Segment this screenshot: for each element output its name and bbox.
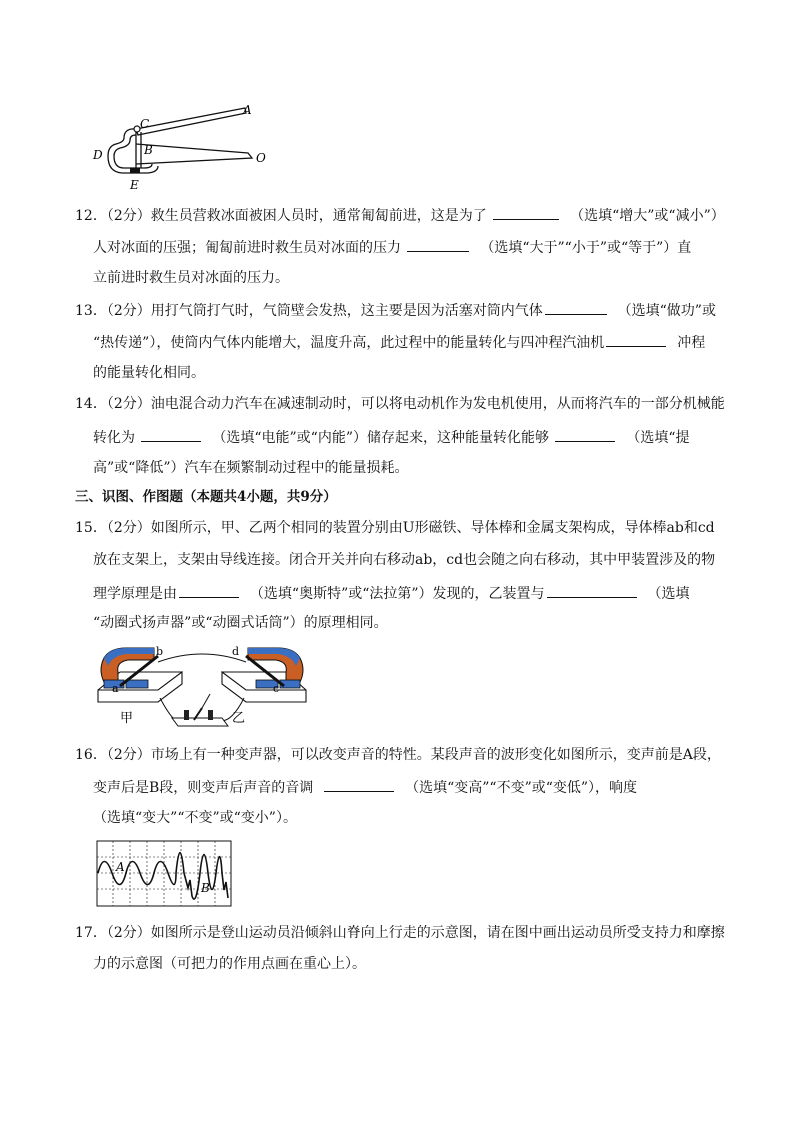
q17-line2: 力的示意图（可把力的作用点画在重心上）。 [93,956,366,972]
q12-line3: 立前进时救生员对冰面的压力。 [93,270,289,286]
label-D: D [93,148,103,162]
q14-blank2[interactable] [555,429,615,442]
q12-blank1[interactable] [493,207,559,220]
q15-line4: “动圈式扬声器”或“动圈式话筒”）的原理相同。 [93,615,388,631]
label-C: C [140,117,150,131]
q13-blank1[interactable] [545,302,607,315]
lever-figure [88,98,278,194]
label-wave-B: B [201,881,210,895]
q14-line1: 14．（2分）油电混合动力汽车在减速制动时，可以将电动机作为发电机使用，从而将汽车的一部分机械能 [75,396,725,412]
section-heading: 三、识图、作图题（本题共4小题，共9分） [75,489,337,505]
label-b: b [156,645,164,658]
q16-blank1[interactable] [324,779,394,792]
label-O: O [256,151,266,165]
q16-line1: 16．（2分）市场上有一种变声器，可以改变声音的特性。某段声音的波形变化如图所示，变声前是A段， [75,747,721,763]
waveform-figure [96,840,232,908]
label-yi: 乙 [232,711,246,726]
q15-line3: 理学原理是由 （选填“奥斯特”或“法拉第”）发现的，乙装置与 （选填 [93,586,690,602]
magnet-apparatus-figure [96,642,308,734]
q15-blank2[interactable] [547,585,637,598]
label-A: A [243,103,252,117]
q12-line1: 12．（2分）救生员营救冰面被困人员时，通常匍匐前进，这是为了 （选填“增大”或“减小”） [75,208,725,224]
q14-blank1[interactable] [141,429,201,442]
q12-line2: 人对冰面的压强；匍匐前进时救生员对冰面的压力 （选填“大于”“小于”或“等于”）直 [93,240,692,256]
label-c: c [273,682,280,695]
q12-blank2[interactable] [407,239,469,252]
q14-line3: 高”或“降低”）汽车在频繁制动过程中的能量损耗。 [93,460,409,476]
q16-line3: （选填“变大”“不变”或“变小”）。 [93,810,297,826]
q13-line2: “热传递”），使筒内气体内能增大，温度升高，此过程中的能量转化与四冲程汽油机 冲程 [93,335,706,351]
q16-line2: 变声后是B段，则变声后声音的音调 （选填“变高”“不变”或“变低”），响度 [93,780,638,796]
label-jia: 甲 [120,711,134,726]
q13-line1: 13．（2分）用打气筒打气时，气筒壁会发热，这主要是因为活塞对筒内气体 （选填“做功”或 [75,303,716,319]
q17-line1: 17．（2分）如图所示是登山运动员沿倾斜山脊向上行走的示意图，请在图中画出运动员所受支持力和摩擦 [75,925,725,941]
q15-blank1[interactable] [179,585,239,598]
label-E: E [130,178,139,192]
q15-line1: 15．（2分）如图所示，甲、乙两个相同的装置分别由U形磁铁、导体棒和金属支架构成，导体棒ab和cd [75,520,715,536]
label-d: d [232,645,240,658]
label-wave-A: A [116,860,125,874]
q14-line2: 转化为 （选填“电能”或“内能”）储存起来，这种能量转化能够 （选填“提 [93,430,690,446]
q13-blank2[interactable] [606,334,666,347]
label-B: B [144,143,153,157]
q13-line3: 的能量转化相同。 [93,365,205,381]
label-a: a [112,682,119,695]
q15-line2: 放在支架上，支架由导线连接。闭合开关并向右移动ab，cd也会随之向右移动，其中甲装置涉及的物 [93,552,716,568]
